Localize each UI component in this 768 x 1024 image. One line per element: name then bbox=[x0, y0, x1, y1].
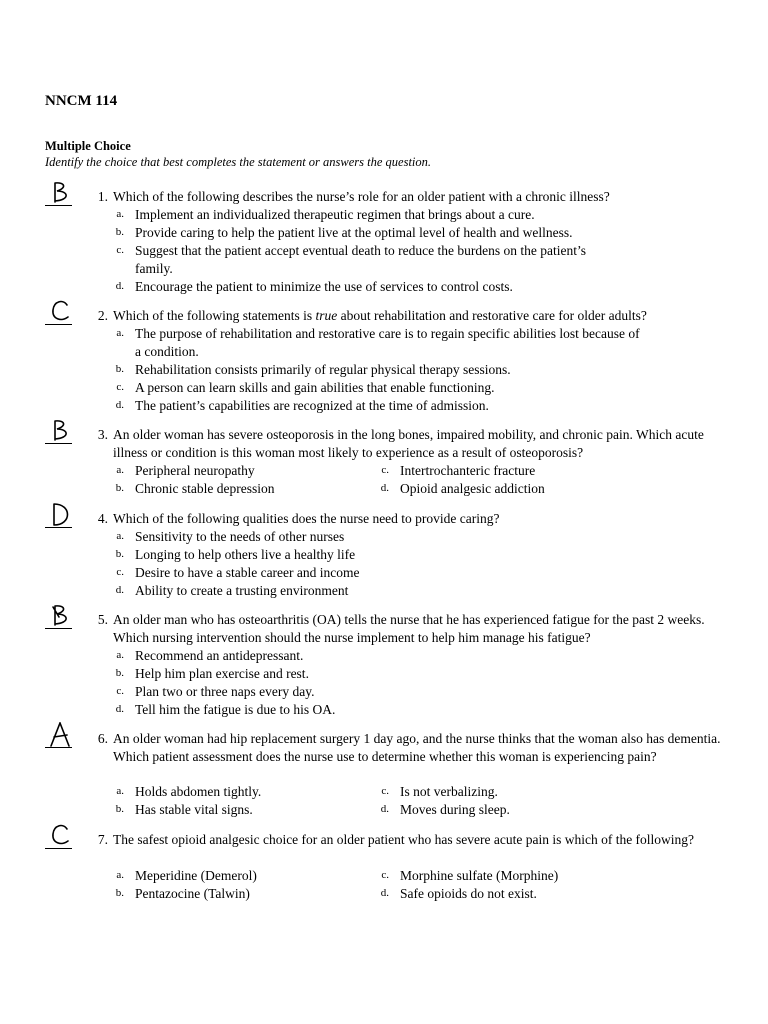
choice-letter: c. bbox=[116, 244, 124, 256]
choice-letter: d. bbox=[380, 803, 389, 815]
question-number: 4. bbox=[97, 511, 108, 526]
choice-letter: c. bbox=[116, 685, 124, 697]
course-title: NNCM 114 bbox=[45, 93, 118, 109]
answer-blank-line bbox=[45, 747, 72, 748]
choice-letter: d. bbox=[380, 887, 389, 899]
choice-letter: d. bbox=[380, 482, 389, 494]
choice-letter: b. bbox=[115, 482, 124, 494]
answer-blank-line bbox=[45, 205, 72, 206]
handwritten-answer-b bbox=[45, 180, 75, 206]
choice-letter: d. bbox=[115, 584, 124, 596]
choice-letter: d. bbox=[115, 703, 124, 715]
choice-text: Opioid analgesic addiction bbox=[400, 481, 545, 496]
choice-text: Intertrochanteric fracture bbox=[400, 463, 536, 478]
choice-letter: a. bbox=[116, 649, 124, 661]
choice-text: The patient’s capabilities are recognized at the time of admission. bbox=[135, 398, 489, 413]
choice-letter: a. bbox=[116, 785, 124, 797]
question-text: An older woman had hip replacement surgery 1 day ago, and the nurse thinks that the woman also has dementia. Which patient assessment does the nurse use to determine whether this woman is experiencing pain? bbox=[113, 731, 721, 764]
answer-blank-line bbox=[45, 848, 72, 849]
choice-text: Desire to have a stable career and income bbox=[135, 565, 360, 580]
choice-letter: a. bbox=[116, 327, 124, 339]
handwritten-answer-b bbox=[45, 418, 75, 444]
handwritten-answer-a bbox=[45, 722, 75, 748]
question-text bbox=[113, 307, 728, 325]
answer-blank-line bbox=[45, 443, 72, 444]
choice-text: Recommend an antidepressant. bbox=[135, 648, 304, 663]
choice-letter: b. bbox=[115, 548, 124, 560]
choice-letter: b. bbox=[115, 887, 124, 899]
choice-text: Is not verbalizing. bbox=[400, 784, 498, 799]
choice-text: Suggest that the patient accept eventual death to reduce the burdens on the patient’s family. bbox=[135, 243, 586, 276]
choice-letter: b. bbox=[115, 667, 124, 679]
choice-text: The purpose of rehabilitation and restorative care is to regain specific abilities lost because of a condition. bbox=[135, 326, 640, 359]
choice-letter: b. bbox=[115, 363, 124, 375]
choice-text: Help him plan exercise and rest. bbox=[135, 666, 309, 681]
question-text: Which of the following describes the nurse’s role for an older patient with a chronic illness? bbox=[113, 189, 610, 204]
choice-letter: a. bbox=[116, 208, 124, 220]
answer-blank-line bbox=[45, 527, 72, 528]
choice-text: Plan two or three naps every day. bbox=[135, 684, 315, 699]
choice-text: Implement an individualized therapeutic regimen that brings about a cure. bbox=[135, 207, 535, 222]
choice-text: Longing to help others live a healthy life bbox=[135, 547, 356, 562]
choice-letter: a. bbox=[116, 530, 124, 542]
question-text: An older man who has osteoarthritis (OA) tells the nurse that he has experienced fatigue for the past 2 weeks. Which nursing intervention should the nurse implement to help him manage his fatigue? bbox=[113, 612, 705, 645]
choice-text: Morphine sulfate (Morphine) bbox=[400, 868, 559, 883]
choice-letter: a. bbox=[116, 869, 124, 881]
handwritten-answer-d bbox=[45, 502, 75, 528]
handwritten-answer-b bbox=[45, 603, 75, 629]
choice-text: Pentazocine (Talwin) bbox=[135, 886, 250, 901]
choice-text: Tell him the fatigue is due to his OA. bbox=[135, 702, 336, 717]
choice-letter: b. bbox=[115, 803, 124, 815]
question-number: 2. bbox=[97, 308, 108, 323]
handwritten-answer-c bbox=[45, 299, 75, 325]
question-number: 3. bbox=[97, 427, 108, 442]
question-number: 6. bbox=[97, 731, 108, 746]
question-text-part: about rehabilitation and restorative care for older adults? bbox=[337, 308, 647, 323]
choice-letter: c. bbox=[116, 566, 124, 578]
answer-blank-line bbox=[45, 628, 72, 629]
choice-text: Sensitivity to the needs of other nurses bbox=[135, 529, 345, 544]
choice-text: Chronic stable depression bbox=[135, 481, 275, 496]
question-text-part: Which of the following statements is bbox=[113, 308, 316, 323]
question-number: 1. bbox=[97, 189, 108, 204]
handwritten-answer-c bbox=[45, 823, 75, 849]
choice-letter: d. bbox=[115, 280, 124, 292]
choice-letter: c. bbox=[381, 869, 389, 881]
choice-text: Peripheral neuropathy bbox=[135, 463, 255, 478]
choice-letter: c. bbox=[116, 381, 124, 393]
choice-letter: d. bbox=[115, 399, 124, 411]
choice-text: Has stable vital signs. bbox=[135, 802, 253, 817]
question-text-emphasis: true bbox=[315, 308, 338, 323]
choice-text: A person can learn skills and gain abilities that enable functioning. bbox=[135, 380, 495, 395]
choice-text: Safe opioids do not exist. bbox=[400, 886, 537, 901]
section-instructions: Identify the choice that best completes the statement or answers the question. bbox=[45, 155, 432, 169]
choice-letter: c. bbox=[381, 785, 389, 797]
choice-text: Meperidine (Demerol) bbox=[135, 868, 257, 883]
question-text: An older woman has severe osteoporosis in the long bones, impaired mobility, and chronic pain. Which acute illness or condition is this woman most likely to experience as a result of osteoporosis? bbox=[113, 427, 704, 460]
choice-text: Provide caring to help the patient live at the optimal level of health and wellness. bbox=[135, 225, 573, 240]
answer-blank-line bbox=[45, 324, 72, 325]
choice-text: Encourage the patient to minimize the use of services to control costs. bbox=[135, 279, 513, 294]
choice-text: Moves during sleep. bbox=[400, 802, 510, 817]
choice-letter: c. bbox=[381, 464, 389, 476]
question-text: Which of the following qualities does the nurse need to provide caring? bbox=[113, 511, 500, 526]
choice-text: Ability to create a trusting environment bbox=[135, 583, 349, 598]
choice-text: Rehabilitation consists primarily of regular physical therapy sessions. bbox=[135, 362, 511, 377]
choice-text: Holds abdomen tightly. bbox=[135, 784, 262, 799]
question-number: 7. bbox=[97, 832, 108, 847]
choice-letter: b. bbox=[115, 226, 124, 238]
question-text: The safest opioid analgesic choice for an older patient who has severe acute pain is which of the following? bbox=[113, 832, 695, 847]
choice-letter: a. bbox=[116, 464, 124, 476]
question-number: 5. bbox=[97, 612, 108, 627]
section-title: Multiple Choice bbox=[45, 139, 131, 153]
